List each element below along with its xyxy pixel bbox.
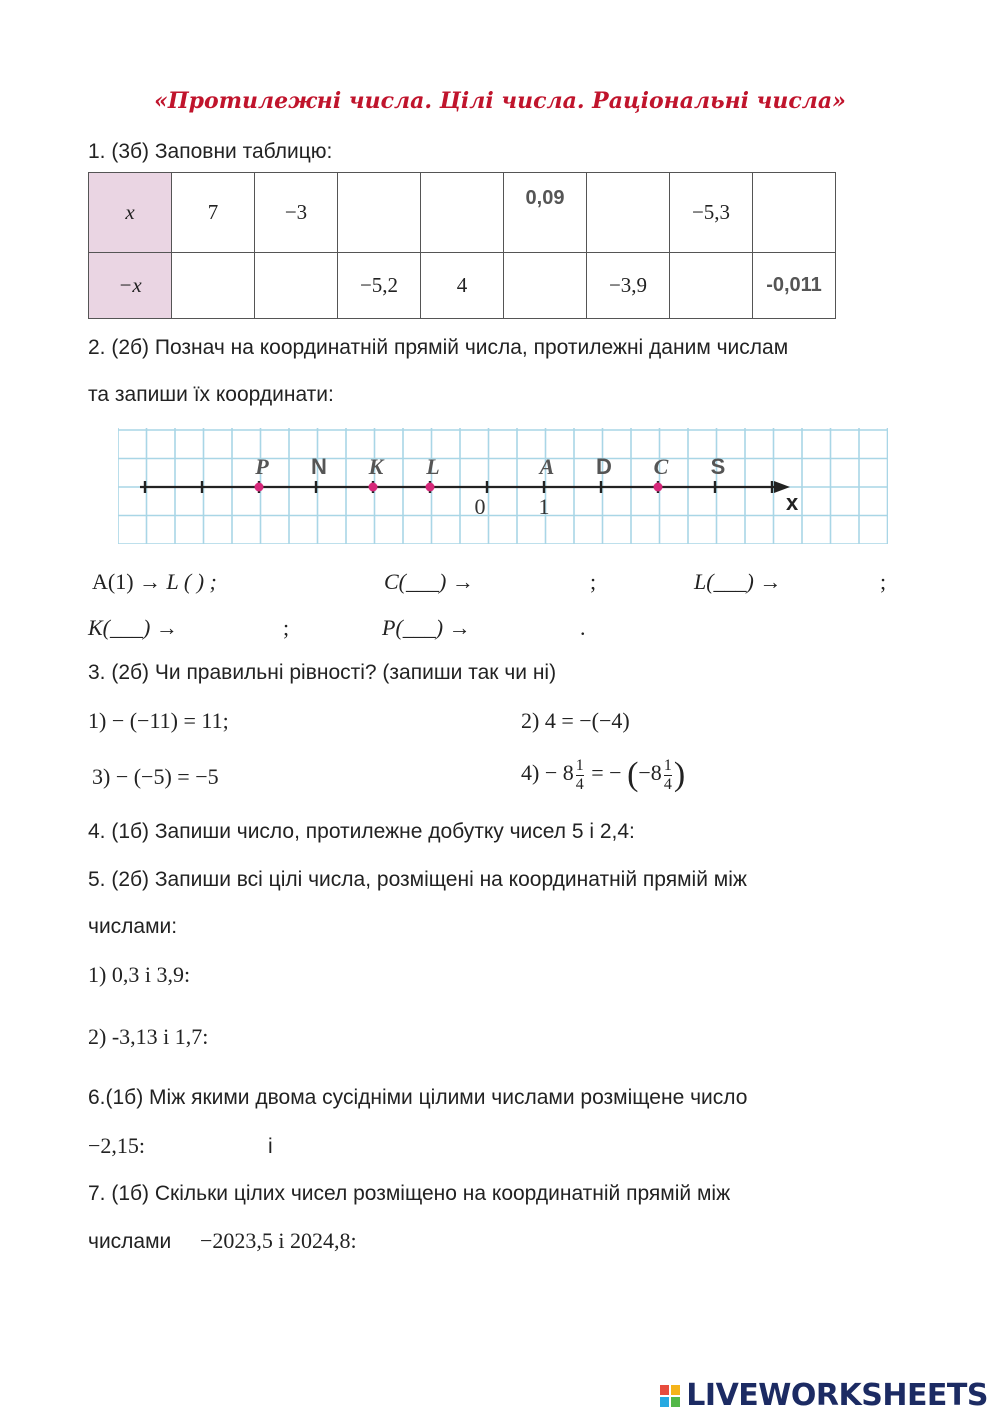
table-cell[interactable]: −5,3: [670, 173, 753, 253]
answer-a4-end: ;: [283, 615, 290, 640]
answer-a1: A(1) →: [92, 569, 167, 594]
equation-4-mid: = −: [591, 760, 622, 786]
answer-a3[interactable]: L(___) →: [694, 569, 782, 594]
table-cell[interactable]: [753, 173, 836, 253]
point-label-N: N: [311, 454, 327, 479]
table-cell[interactable]: [255, 253, 338, 319]
task5-line1: 5. (2б) Запиши всі цілі числа, розміщені на координатній прямій між: [88, 868, 747, 891]
answer-a5-end: .: [580, 615, 586, 640]
task6-number: −2,15:: [88, 1133, 146, 1158]
task5-item1: 1) 0,3 і 3,9:: [88, 962, 191, 987]
table-cell[interactable]: [172, 253, 255, 319]
point-label-D: D: [596, 454, 612, 479]
answer-a5[interactable]: P(___) →: [382, 615, 471, 640]
zero-label: 0: [474, 494, 486, 519]
answer-a3-end: ;: [880, 569, 887, 594]
page-title: «Протилежні числа. Цілі числа. Раціональні числа»: [154, 88, 846, 114]
point-P: [255, 483, 264, 492]
table-cell[interactable]: 7: [172, 173, 255, 253]
liveworksheets-logo: [660, 1378, 988, 1413]
task2-line2: та запиши їх координати:: [88, 383, 334, 406]
table-cell[interactable]: [504, 253, 587, 319]
equation-1: 1) − (−11) = 11;: [88, 708, 229, 733]
answer-a2-end: ;: [590, 569, 597, 594]
equation-4-inner: −8: [638, 760, 662, 786]
table-header-x: x: [89, 173, 172, 253]
table-cell[interactable]: [670, 253, 753, 319]
axis-label: x: [786, 490, 799, 515]
one-label: 1: [538, 494, 550, 519]
table-cell[interactable]: -0,011: [753, 253, 836, 319]
task7-line2a: числами: [88, 1230, 172, 1253]
point-label-K: K: [368, 454, 384, 479]
equation-4: 4) − 8 $\frac{1}{4}$ = − (−8 $\frac{1}{4}$ ): [521, 756, 686, 793]
task5-item2: 2) -3,13 і 1,7:: [88, 1024, 209, 1049]
logo-text: LIVEWORKSHEETS: [686, 1378, 988, 1413]
point-label-P: P: [255, 454, 269, 479]
point-label-L: L: [426, 454, 440, 479]
table-cell[interactable]: [587, 173, 670, 253]
table-cell[interactable]: −3,9: [587, 253, 670, 319]
point-L: [426, 483, 435, 492]
answer-a2[interactable]: C(___) →: [384, 569, 474, 594]
task6-line1: 6.(1б) Між якими двома сусідніми цілими числами розміщене число: [88, 1086, 748, 1109]
task3-text: 3. (2б) Чи правильні рівності? (запиши так чи ні): [88, 661, 557, 684]
equation-2: 2) 4 = −(−4): [521, 708, 630, 733]
point-C: [654, 483, 663, 492]
number-line-figure: [118, 428, 888, 544]
table-cell[interactable]: [338, 173, 421, 253]
point-K: [369, 483, 378, 492]
equation-3: 3) − (−5) = −5: [92, 764, 219, 789]
values-table: [88, 172, 836, 319]
answer-a4[interactable]: K(___) →: [88, 615, 178, 640]
task7-line1: 7. (1б) Скільки цілих чисел розміщено на координатній прямій між: [88, 1182, 731, 1205]
table-cell[interactable]: 4: [421, 253, 504, 319]
point-label-C: C: [653, 454, 669, 479]
logo-icon: [660, 1385, 682, 1409]
equation-4-pre: 4) − 8: [521, 760, 574, 786]
table-row-x: [89, 173, 836, 253]
table-cell[interactable]: 0,09: [504, 173, 587, 253]
fraction: $\frac{1}{4}$: [663, 756, 672, 793]
point-label-S: S: [710, 454, 726, 479]
table-cell[interactable]: −3: [255, 173, 338, 253]
task1-text: 1. (3б) Заповни таблицю:: [88, 140, 333, 163]
answer-a1-blank[interactable]: L ( ) ;: [166, 569, 217, 594]
fraction: $\frac{1}{4}$: [575, 756, 584, 793]
task2-line1: 2. (2б) Познач на координатній прямій числа, протилежні даним числам: [88, 336, 789, 359]
task6-and: і: [268, 1135, 273, 1158]
task7-range: −2023,5 і 2024,8:: [200, 1228, 357, 1253]
task5-line2: числами:: [88, 915, 178, 938]
table-cell[interactable]: [421, 173, 504, 253]
table-cell[interactable]: −5,2: [338, 253, 421, 319]
table-header-negx: −x: [89, 253, 172, 319]
table-row-negx: [89, 253, 836, 319]
task4-text: 4. (1б) Запиши число, протилежне добутку чисел 5 і 2,4:: [88, 820, 635, 843]
point-label-A: A: [539, 454, 555, 479]
